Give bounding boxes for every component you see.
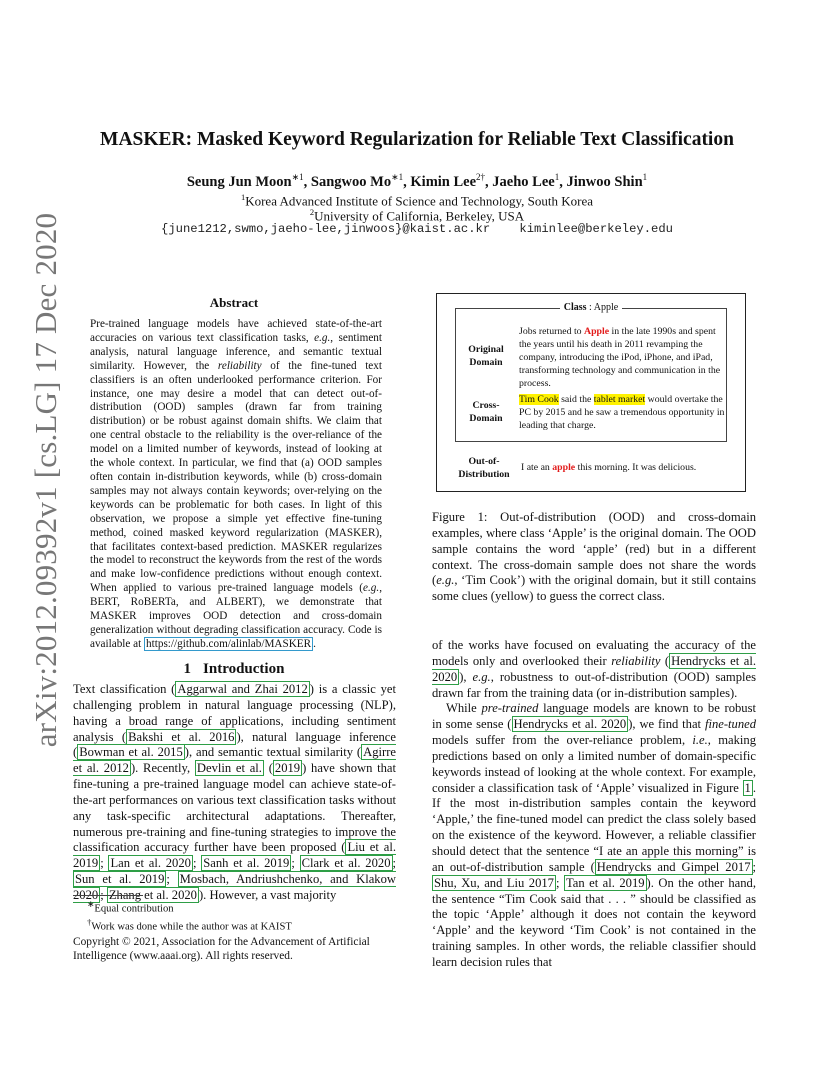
- arxiv-sidebar: [0, 0, 70, 1072]
- author-name: Kimin Lee: [410, 173, 477, 190]
- figure-reference-link[interactable]: 1: [744, 780, 751, 795]
- author-mark: ∗1: [391, 172, 404, 182]
- citation-link[interactable]: Agirre et al. 2012: [73, 745, 396, 776]
- footnote-rule: [73, 895, 143, 896]
- citation-link[interactable]: Bowman et al. 2015: [79, 745, 183, 760]
- ood-label: Out-of- Distribution: [458, 456, 510, 480]
- keyword-apple: Apple: [584, 326, 610, 337]
- citation-link[interactable]: 2019: [274, 761, 301, 776]
- copyright-notice: Copyright © 2021, Association for the Advancement of Artificial Intelligence (www.aaai.org). All rights reserved.: [73, 936, 370, 963]
- paper-title: MASKER: Masked Keyword Regularization for Reliable Text Classification: [100, 129, 734, 150]
- paragraph: of the works have focused on evaluating the accuracy of the models only and overlooked their reliability ( Hendrycks et al. 2020 ), e.g., robustness to out-of-distribution (OOD) samples drawn far from the training data (or in-distribution samples).: [432, 638, 756, 700]
- paragraph: While pre-trained language models are known to be robust in some sense ( Hendrycks et al. 2020 ), we find that fine-tuned models suffer from the over-reliance problem, i.e., making predictions based on only a limited number of domain-specific keywords instead of looking at the whole context. For example, consider a classification task of ‘Apple’ visualized in Figure 1 . If the most in-distribution samples contain the keyword ‘Apple,’ the fine-tuned model can predict the class solely based on the existence of the keyword. However, a reliable classifier should detect that the sentence “I ate an apple this morning” is an out-of-distribution sample ( Hendrycks and Gimpel 2017 ; Shu, Xu, and Liu 2017 ; Tan et al. 2019 ). On the other hand, the sentence “Tim Cook said that . . . ” should be classified as the topic ‘Apple’ although it does not contain the keyword ‘Apple’ and the keyword ‘Tim Cook’ is not contained in the training samples. In other words, the reliable classifier should learn decision rules that: [432, 701, 757, 969]
- figure-1: [436, 293, 746, 492]
- footnote-kaist: †Work was done while the author was at KAIST: [87, 916, 292, 933]
- citation-link[interactable]: Liu et al. 2019: [73, 840, 396, 871]
- citation-link[interactable]: Hendrycks et al. 2020: [513, 717, 627, 732]
- cross-domain-label: Cross- Domain: [469, 400, 503, 424]
- author-mark: ∗1: [291, 172, 304, 182]
- citation-link[interactable]: Zhang et al. 2020: [108, 887, 197, 902]
- citation-link[interactable]: Shu, Xu, and Liu 2017: [434, 875, 554, 890]
- right-column-text: [432, 638, 756, 971]
- citation-link[interactable]: Sanh et al. 2019: [203, 856, 290, 871]
- author-name: Jaeho Lee: [492, 173, 555, 190]
- citation-link[interactable]: Bakshi et al. 2016: [128, 729, 235, 744]
- section-number: 1: [183, 661, 192, 677]
- citation-link[interactable]: Hendrycks et al. 2020: [432, 653, 756, 684]
- citation-link[interactable]: Aggarwal and Zhai 2012: [177, 682, 308, 696]
- abstract-body: Pre-trained language models have achieved state-of-the-art accuracies on various text classification tasks, e.g., sentiment analysis, natural language inference, and semantic textual similarity. However, the reliability of the fine-tuned text classifiers is an often underlooked performance criterion. For instance, one may desire a model that can detect out-of-distribution (OOD) samples (drawn far from training distribution) or be robust against domain shifts. We claim that one central obstacle to the reliability is the over-reliance of the model on a limited number of keywords, instead of looking at the whole context. In particular, we find that (a) OOD samples often contain in-distribution keywords, while (b) cross-domain samples may not always contain keywords; over-relying on the keywords can be problematic for both cases. In light of this observation, we propose a simple yet effective fine-tuning method, coined masked keyword regularization (MASKER), that facilitates context-based prediction. MASKER regularizes the model to reconstruct the keywords from the rest of the words and make low-confidence predictions without enough context. When applied to various pre-trained language models (e.g., BERT, RoBERTa, and ALBERT), we demonstrate that MASKER improves OOD detection and cross-domain generalization without degrading classification accuracy. Code is available at https://github.com/alinlab/MASKER .: [90, 318, 383, 650]
- affiliation-mark: 2: [309, 207, 315, 217]
- intro-paragraph: Text classification ( Aggarwal and Zhai 2012 ) is a classic yet challenging problem in natural language processing (NLP), having a broad range of applications, including sentiment analysis ( Bakshi et al. 2016 ), natural language inference ( Bowman et al. 2015 ), and semantic textual similarity ( Agirre et al. 2012 ). Recently, Devlin et al. ( 2019 ) have shown that fine-tuning a pre-trained language model can achieve state-of-the-art performances on various text classification tasks without any task-specific architectural adaptations. Thereafter, numerous pre-training and fine-tuning strategies to improve the classification accuracy further have been proposed ( Liu et al. 2019 ; Lan et al. 2020 ; Sanh et al. 2019 ; Clark et al. 2020 ; Sun et al. 2019 ; Mosbach, Andriushchenko, and Klakow 2020 ; Zhang et al. 2020 ). However, a vast majority: [73, 682, 397, 902]
- citation-link[interactable]: Mosbach, Andriushchenko, and Klakow 2020: [73, 872, 396, 902]
- author-name: Seung Jun Moon: [186, 173, 292, 190]
- original-domain-label: Original Domain: [468, 344, 504, 368]
- affiliation-mark: 1: [240, 192, 246, 202]
- affiliation-text: University of California, Berkeley, USA: [314, 208, 525, 224]
- author-emails: {june1212,swmo,jaeho-lee,jinwoos}@kaist.ac.kr kiminlee@berkeley.edu: [161, 222, 673, 236]
- figure-caption: Figure 1: Out-of-distribution (OOD) and cross-domain examples, where class ‘Apple’ is the original domain. The OOD sample contains the word ‘apple’ (red) but in a different context. The cross-domain sample does not share the words (e.g., ‘Tim Cook’) with the original domain, but it still contains some clues (yellow) to guess the correct class.: [432, 510, 756, 604]
- cross-domain-text: Tim Cook said the tablet market would overtake the PC by 2015 and he saw a tremendous opportunity in leading that charge.: [519, 394, 725, 431]
- section-title: Introduction: [203, 661, 285, 677]
- clue-tablet-market: tablet market: [593, 394, 646, 405]
- keyword-apple-ood: apple: [552, 462, 576, 473]
- author-mark: 2†: [476, 172, 486, 182]
- citation-link[interactable]: Sun et al. 2019: [75, 872, 165, 887]
- author-list: Seung Jun Moon$^{∗1}$, Sangwoo $Mo^{∗1}$, Kimin Lee$^{2\dagger}$, Jaeho Lee$^1$, Jinwoo Shin$^1$: [186, 172, 648, 190]
- author-name: Jinwoo Shin: [566, 173, 643, 190]
- author-mark: 1: [642, 172, 648, 182]
- original-domain-text: Jobs returned to Apple in the late 1990s and spent the years until his death in 2011 revamping the company, introducing the iPod, iPhone, and iPad, transforming technology and communication in the process.: [519, 326, 721, 389]
- footnote-equal-contribution: ∗Equal contribution: [87, 899, 174, 915]
- author-name: Sangwoo Mo: [310, 173, 392, 190]
- citation-link[interactable]: Tan et al. 2019: [565, 875, 645, 890]
- citation-link[interactable]: Devlin et al.: [196, 761, 262, 776]
- clue-tim-cook: Tim Cook: [519, 394, 559, 405]
- citation-link[interactable]: Hendrycks and Gimpel 2017: [596, 859, 751, 874]
- code-link[interactable]: https://github.com/alinlab/MASKER: [146, 637, 312, 650]
- abstract-heading: Abstract: [209, 295, 259, 310]
- ood-text: I ate an apple this morning. It was delicious.: [521, 462, 697, 473]
- citation-link[interactable]: Clark et al. 2020: [301, 856, 391, 871]
- footnotes: [73, 898, 396, 963]
- citation-link[interactable]: Lan et al. 2020: [110, 856, 191, 871]
- author-mark: 1: [554, 172, 560, 182]
- section-heading: [73, 661, 395, 678]
- affiliation-text: Korea Advanced Institute of Science and Technology, South Korea: [245, 193, 594, 209]
- arxiv-identifier: arXiv:2012.09392v1 [cs.LG] 17 Dec 2020: [28, 212, 63, 748]
- figure-class-label: Class : Apple: [437, 302, 745, 313]
